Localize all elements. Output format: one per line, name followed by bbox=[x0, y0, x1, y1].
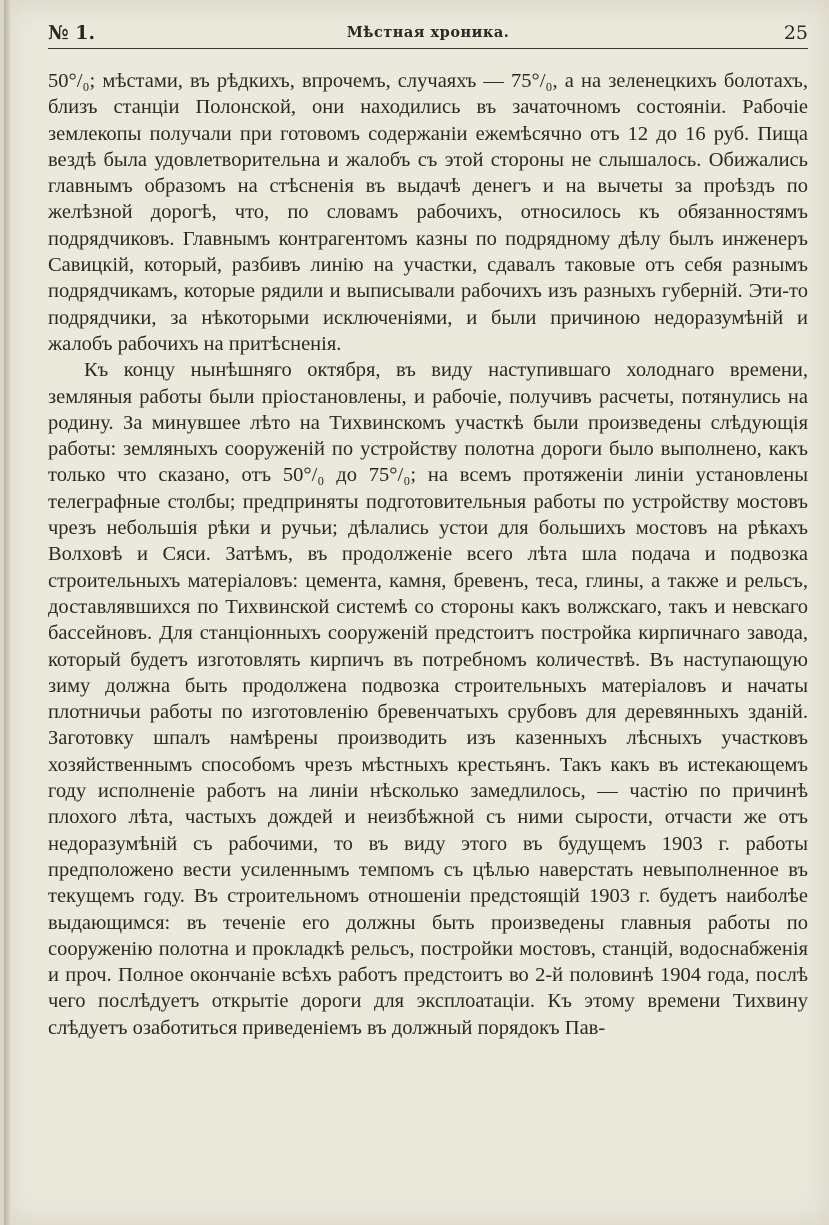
page-edge-shadow bbox=[4, 0, 10, 1225]
issue-number: № 1. bbox=[48, 22, 96, 44]
section-title: Мѣстная хроника. bbox=[346, 24, 510, 41]
header-rule bbox=[48, 48, 808, 49]
article-body bbox=[48, 68, 808, 1041]
page-number: 25 bbox=[783, 22, 808, 44]
paragraph-2: Къ концу нынѣшняго октября, въ виду наступившаго холоднаго времени, земляныя работы были пріостановлены, и рабочіе, получивъ расчеты, потянулись на родину. За минувшее лѣто на Тихвинскомъ участкѣ были произведены слѣдующія работы: земляныхъ сооруженій по устройству полотна дороги было выполнено, какъ только что сказано, отъ 50°/₀ до 75°/₀; на всемъ протяженіи линіи установлены телеграфные столбы; предприняты подготовительныя работы по устройству мостовъ чрезъ небольшія рѣки и ручьи; дѣлались устои для большихъ мостовъ на рѣкахъ Волховѣ и Сяси. Затѣмъ, въ продолженіе всего лѣта шла подача и подвозка строительныхъ матеріаловъ: цемента, камня, бревенъ, теса, глины, а также и рельсъ, доставлявшихся по Тихвинской системѣ со стороны какъ волжскаго, такъ и невскаго бассейновъ. Для станціонныхъ сооруженій предстоитъ постройка кирпичнаго завода, который будетъ изготовлять кирпичъ въ потребномъ количествѣ. Въ наступающую зиму должна быть продолжена подвозка строительныхъ матеріаловъ и начаты плотничьи работы по изготовленію бревенчатыхъ срубовъ для деревянныхъ зданій. Заготовку шпалъ намѣрены производить изъ казенныхъ лѣсныхъ участковъ хозяйственнымъ способомъ чрезъ мѣстныхъ крестьянъ. Такъ какъ въ истекающемъ году исполненіе работъ на линіи нѣсколько замедлилось, — частію по причинѣ плохого лѣта, частыхъ дождей и неизбѣжной съ ними сырости, отчасти же отъ недоразумѣній съ рабочими, то въ виду этого въ будущемъ 1903 г. работы предположено вести усиленнымъ темпомъ съ цѣлью наверстать невыполненное въ текущемъ году. Въ строительномъ отношеніи предстоящій 1903 г. будетъ наиболѣе выдающимся: въ теченіе его должны быть произведены главныя работы по сооруженію полотна и прокладкѣ рельсъ, постройки мостовъ, станцій, водоснабженія и проч. Полное окончаніе всѣхъ работъ предстоитъ во 2-й половинѣ 1904 года, послѣ чего послѣдуетъ открытіе дороги для эксплоатаціи. Къ этому времени Тихвину слѣдуетъ озаботиться приведеніемъ въ должный порядокъ Пав- bbox=[48, 359, 808, 1039]
paragraph-1: 50°/₀; мѣстами, въ рѣдкихъ, впрочемъ, случаяхъ — 75°/₀, а на зеленецкихъ болотахъ, близъ станціи Полонской, они находились въ зачаточномъ состояніи. Рабочіе землекопы получали при готовомъ содержаніи ежемѣсячно отъ 12 до 16 руб. Пища вездѣ была удовлетворительна и жалобъ съ этой стороны не слышалось. Обижались главнымъ образомъ на стѣсненія въ выдачѣ денегъ и на вычеты за проѣздъ по желѣзной дорогѣ, что, по словамъ рабочихъ, относилось къ обязанностямъ подрядчиковъ. Главнымъ контрагентомъ казны по подрядному дѣлу былъ инженеръ Савицкій, который, разбивъ линію на участки, сдавалъ таковые отъ себя разнымъ подрядчикамъ, которые рядили и выписывали рабочихъ изъ разныхъ губерній. Эти-то подрядчики, за нѣкоторыми исключеніями, и были причиною недоразумѣній и жалобъ рабочихъ на притѣсненія. bbox=[48, 70, 808, 355]
page bbox=[4, 0, 829, 1225]
running-header bbox=[48, 18, 808, 48]
